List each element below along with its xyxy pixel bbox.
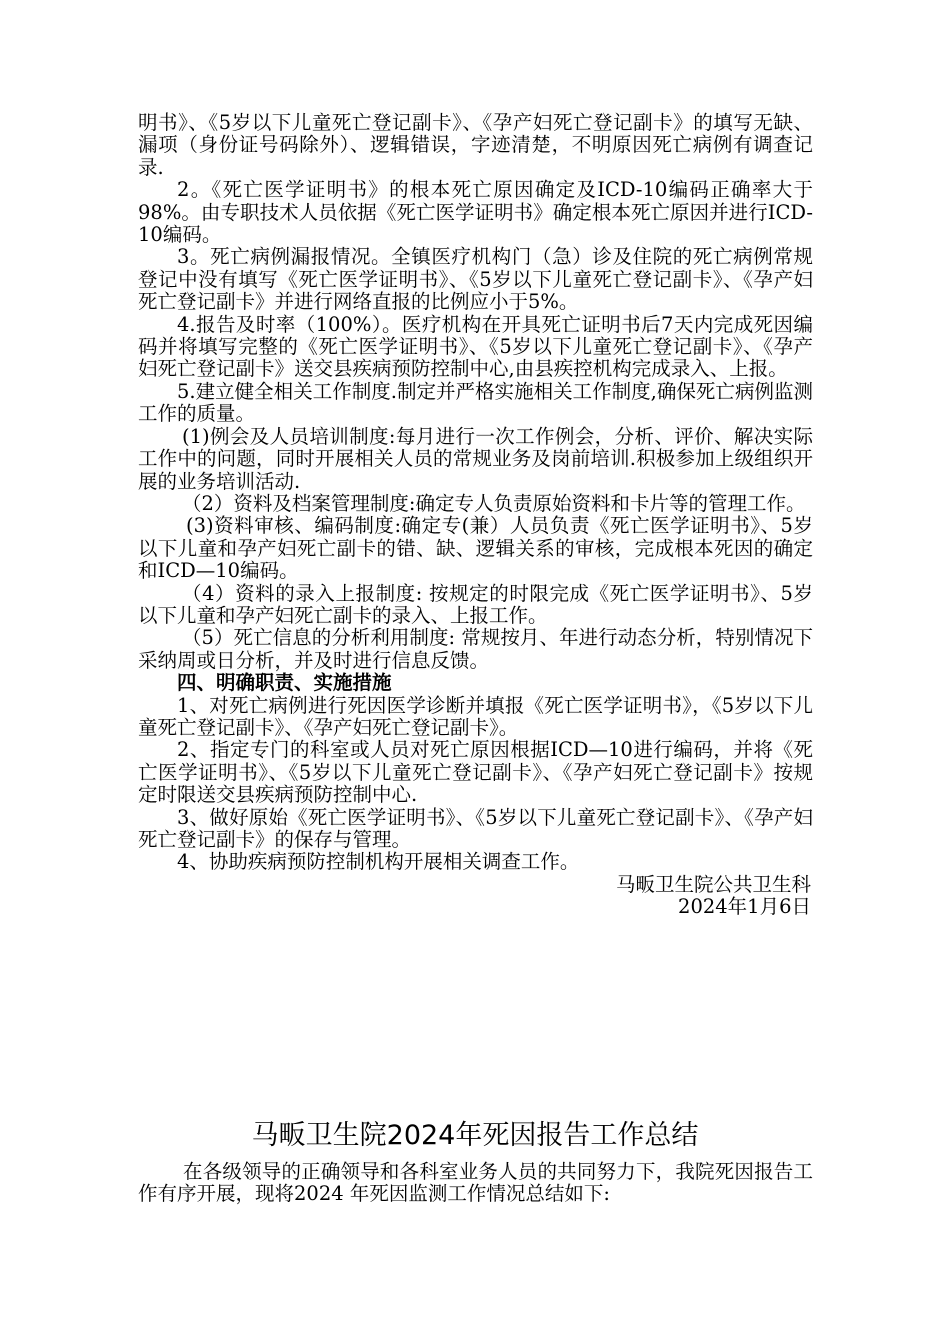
- summary-intro: 在各级领导的正确领导和各科室业务人员的共同努力下，我院死因报告工作有序开展，现将2024 年死因监测工作情况总结如下:: [138, 1160, 813, 1206]
- paragraph-item-3: 3。死亡病例漏报情况。全镇医疗机构门（急）诊及住院的死亡病例常规登记中没有填写《死亡医学证明书》、《5岁以下儿童死亡登记副卡》、《孕产妇死亡登记副卡》并进行网络直报的比例应小于5%。: [138, 245, 813, 314]
- paragraph-sub-2: （2）资料及档案管理制度:确定专人负责原始资料和卡片等的管理工作。: [182, 491, 806, 515]
- document-body: [138, 112, 813, 919]
- paragraph-item-2: 2。《死亡医学证明书》的根本死亡原因确定及ICD-10编码正确率大于98%。由专职技术人员依据《死亡医学证明书》确定根本死亡原因并进行ICD-10编码。: [138, 178, 813, 247]
- paragraph-sub-3: (3)资料审核、编码制度:确定专(兼）人员负责《死亡医学证明书》、5岁以下儿童和孕产妇死亡副卡的错、缺、逻辑关系的审核，完成根本死因的确定和ICD—10编码。: [138, 514, 813, 583]
- signature-date: 2024年1月6日: [678, 895, 811, 919]
- next-document-title: 马畈卫生院2024年死因报告工作总结: [251, 1120, 699, 1151]
- paragraph-item-4: 4.报告及时率（100%）。医疗机构在开具死亡证明书后7天内完成死因编码并将填写完整的《死亡医学证明书》、《5岁以下儿童死亡登记副卡》、《孕产妇死亡登记副卡》送交县疾病预防控制中心,由县疾控机构完成录入、上报。: [138, 312, 813, 381]
- summary-body: [138, 1161, 813, 1206]
- paragraph-item-5: 5.建立健全相关工作制度.制定并严格实施相关工作制度,确保死亡病例监测工作的质量。: [138, 379, 813, 426]
- section-item-2: 2、指定专门的科室或人员对死亡原因根据ICD—10进行编码，并将《死亡医学证明书》、《5岁以下儿童死亡登记副卡》、《孕产妇死亡登记副卡》按规定时限送交县疾病预防控制中心.: [138, 738, 813, 807]
- section-heading: 四、明确职责、实施措施: [177, 671, 392, 695]
- paragraph-sub-5: （5）死亡信息的分析利用制度: 常规按月、年进行动态分析，特别情况下采纳周或日分析，并及时进行信息反馈。: [138, 626, 813, 672]
- section-item-3: 3、做好原始《死亡医学证明书》、《5岁以下儿童死亡登记副卡》、《孕产妇死亡登记副卡》的保存与管理。: [138, 805, 813, 851]
- signature-org: 马畈卫生院公共卫生科: [615, 872, 811, 896]
- section-item-1: 1、对死亡病例进行死因医学诊断并填报《死亡医学证明书》，《5岁以下儿童死亡登记副卡》、《孕产妇死亡登记副卡》。: [138, 693, 813, 739]
- section-item-4: 4、协助疾病预防控制机构开展相关调查工作。: [177, 850, 580, 874]
- paragraph-sub-4: （4）资料的录入上报制度: 按规定的时限完成《死亡医学证明书》、5岁以下儿童和孕产妇死亡副卡的录入、上报工作。: [138, 581, 813, 627]
- paragraph-continuation: 明书》、《5岁以下儿童死亡登记副卡》、《孕产妇死亡登记副卡》的填写无缺、漏项（身份证号码除外）、逻辑错误，字迹清楚，不明原因死亡病例有调查记录.: [138, 111, 813, 179]
- paragraph-sub-1: (1)例会及人员培训制度:每月进行一次工作例会，分析、评价、解决实际工作中的问题，同时开展相关人员的常规业务及岗前培训.积极参加上级组织开展的业务培训活动.: [138, 424, 813, 493]
